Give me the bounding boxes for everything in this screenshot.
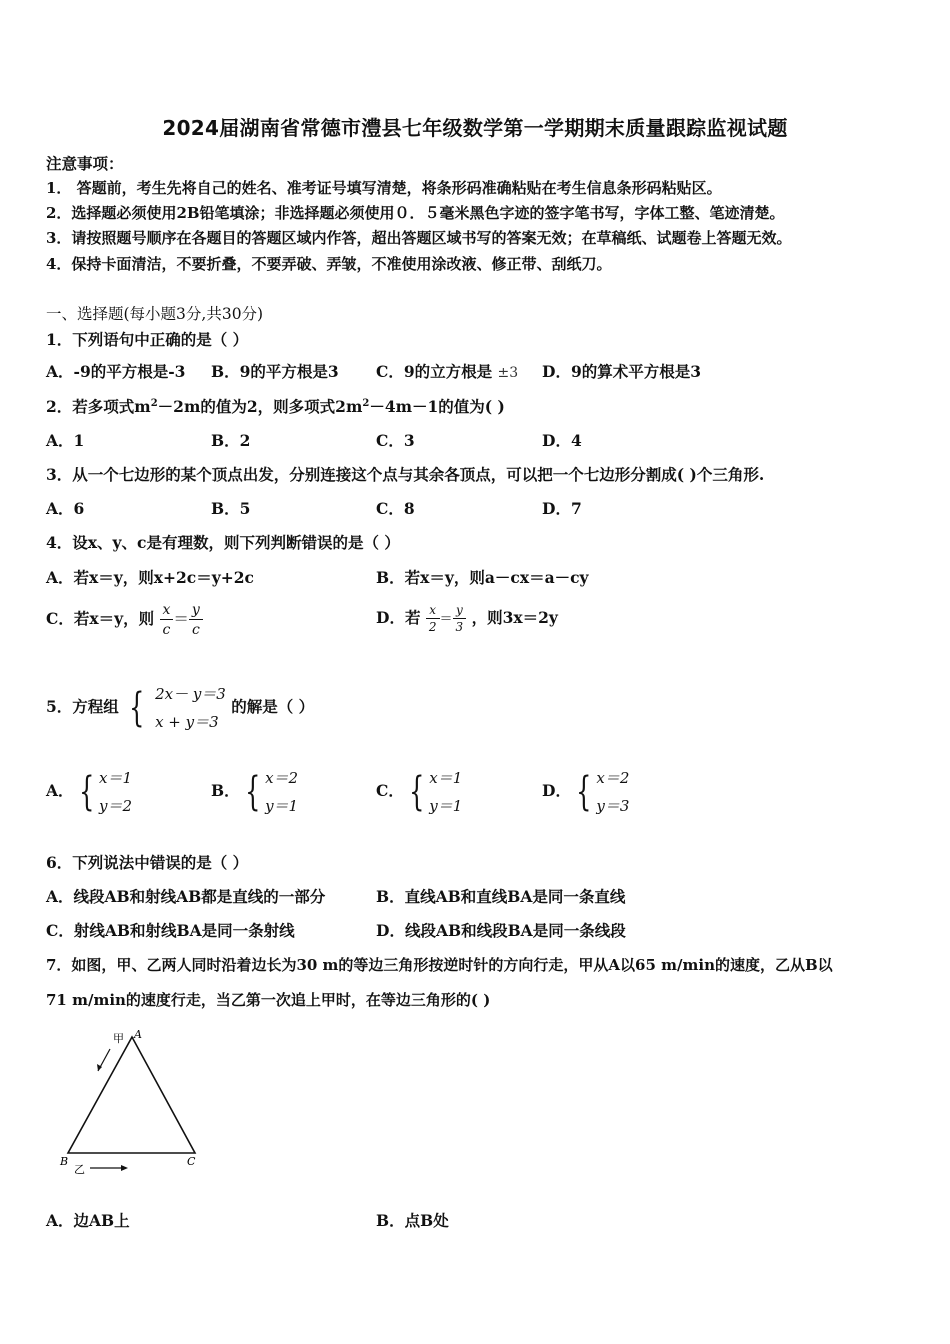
q4-d-frac-left: $\frac{x}{2}$ (426, 604, 440, 634)
q4-c-frac-left: $\frac{x}{c}$ (160, 602, 174, 638)
q1-option-c-value: ±3 (497, 365, 519, 381)
q3-option-a: A．6 (46, 499, 85, 518)
q4-c-eq: ＝ (173, 610, 189, 628)
q4-c-frac-right: $\frac{y}{c}$ (189, 602, 203, 638)
q6-stem: 6．下列说法中错误的是（ ） (46, 853, 249, 872)
q5-c-system: x＝1 y＝1 (429, 769, 463, 815)
q5-option-c: C． { x＝1 y＝1 (376, 764, 462, 820)
q2-stem-pre: 2．若多项式 (46, 397, 135, 416)
section-heading: 一、选择题(每小题3分,共30分) (46, 305, 264, 323)
q3-option-d: D．7 (542, 499, 582, 518)
page-title: 2024届湖南省常德市澧县七年级数学第一学期期末质量跟踪监视试题 (162, 116, 788, 140)
q2-expr2: 2m (335, 397, 363, 416)
label-A: A (134, 1028, 142, 1041)
q7-triangle-figure (50, 1025, 220, 1180)
label-yi: 乙 (74, 1163, 85, 1176)
q6-option-c: C．射线AB和射线BA是同一条射线 (46, 921, 295, 940)
q2-expr2-sup: 2 (362, 397, 370, 409)
q2-expr1-sup: 2 (150, 397, 158, 409)
label-B: B (60, 1155, 69, 1168)
q7-stem-line2: 71 m/min的速度行走，当乙第一次追上甲时，在等边三角形的( ) (46, 991, 491, 1009)
q4-d-eq: ＝ (439, 612, 453, 627)
label-C: C (187, 1155, 196, 1168)
q7-option-b: B．点B处 (376, 1211, 449, 1230)
q4-option-c-text: C．若x＝y，则 (46, 609, 155, 628)
notice-item-4: 4．保持卡面清洁，不要折叠，不要弄破、弄皱，不准使用涂改液、修正带、刮纸刀。 (46, 255, 612, 273)
q4-d-frac-right: $\frac{y}{3}$ (453, 604, 467, 634)
q5-brace: { (129, 685, 145, 731)
q5-d-brace: { (576, 769, 592, 815)
q5-a-system: x＝1 y＝2 (98, 769, 133, 815)
notice-item-1: 1． 答题前，考生先将自己的姓名、准考证号填写清楚，将条形码准确粘贴在考生信息条形码粘贴区。 (46, 179, 722, 197)
q3-stem: 3．从一个七边形的某个顶点出发，分别连接这个点与其余各顶点，可以把一个七边形分割成( )个三角形. (46, 465, 765, 484)
q4-option-d-post: ，则3x＝2y (471, 608, 558, 627)
q5-system: 2x－ y＝3 x + y＝3 (155, 685, 226, 731)
q5-c-brace: { (408, 769, 425, 815)
q2-option-b: B．2 (211, 431, 251, 450)
notice-item-2: 2．选择题必须使用2B铅笔填涂；非选择题必须使用０．５毫米黑色字迹的签字笔书写，字体工整、笔迹清楚。 (46, 204, 785, 222)
q5-option-d: D． { x＝2 y＝3 (542, 764, 629, 820)
q1-stem: 1．下列语句中正确的是（ ） (46, 330, 249, 349)
q7-stem-line1: 7．如图，甲、乙两人同时沿着边长为30 m的等边三角形按逆时针的方向行走，甲从A以65 m/min的速度，乙从B以 (46, 956, 833, 974)
q5-stem (46, 680, 314, 736)
q7-option-a: A．边AB上 (46, 1211, 130, 1230)
q2-option-c: C．3 (376, 431, 415, 450)
q5-b-brace: { (244, 769, 260, 815)
q3-option-b: B．5 (211, 499, 251, 518)
q2-stem-post: 的值为( ) (438, 397, 505, 416)
q4-option-c (46, 602, 203, 638)
q5-stem-pre: 5．方程组 (46, 697, 119, 716)
q6-option-a: A．线段AB和射线AB都是直线的一部分 (46, 887, 326, 906)
q5-option-b: B． { x＝2 y＝1 (211, 764, 298, 820)
q2-option-d: D．4 (542, 431, 582, 450)
q2-expr2-rest: －4m－1 (369, 397, 439, 416)
q4-option-b: B．若x＝y，则a－cx＝a－cy (376, 568, 589, 587)
q2-option-a: A．1 (46, 431, 85, 450)
q2-expr1: m (134, 397, 151, 416)
arrow-yi-head (121, 1165, 128, 1171)
q1-option-c (376, 360, 518, 382)
q5-b-system: x＝2 y＝1 (265, 769, 299, 815)
label-jia: 甲 (113, 1032, 124, 1045)
q4-option-d-pre: D．若 (376, 608, 421, 627)
q4-option-a: A．若x＝y，则x+2c＝y+2c (46, 568, 254, 587)
q5-stem-post: 的解是（ ） (231, 697, 315, 716)
q1-option-d: D．9的算术平方根是3 (542, 362, 702, 381)
q6-option-d: D．线段AB和线段BA是同一条线段 (376, 921, 626, 940)
triangle-shape (68, 1037, 195, 1153)
q4-stem: 4．设x、y、c是有理数，则下列判断错误的是（ ） (46, 533, 400, 552)
q4-option-d (376, 604, 558, 634)
q2-expr1-rest: －2m (157, 397, 201, 416)
q6-option-b: B．直线AB和直线BA是同一条直线 (376, 887, 626, 906)
q2-stem-mid: 的值为2，则多项式 (200, 397, 336, 416)
q2-stem (46, 395, 505, 417)
q1-option-a: A．-9的平方根是-3 (46, 362, 186, 381)
notice-item-3: 3．请按照题号顺序在各题目的答题区域内作答，超出答题区域书写的答案无效；在草稿纸、试题卷上答题无效。 (46, 229, 792, 247)
notice-heading: 注意事项： (46, 154, 124, 173)
q5-option-a: A． { x＝1 y＝2 (46, 764, 132, 820)
q1-option-c-text: C．9的立方根是 (376, 362, 493, 381)
q5-a-brace: { (78, 769, 94, 815)
q3-option-c: C．8 (376, 499, 415, 518)
q5-d-system: x＝2 y＝3 (596, 769, 630, 815)
q1-option-b: B．9的平方根是3 (211, 362, 339, 381)
